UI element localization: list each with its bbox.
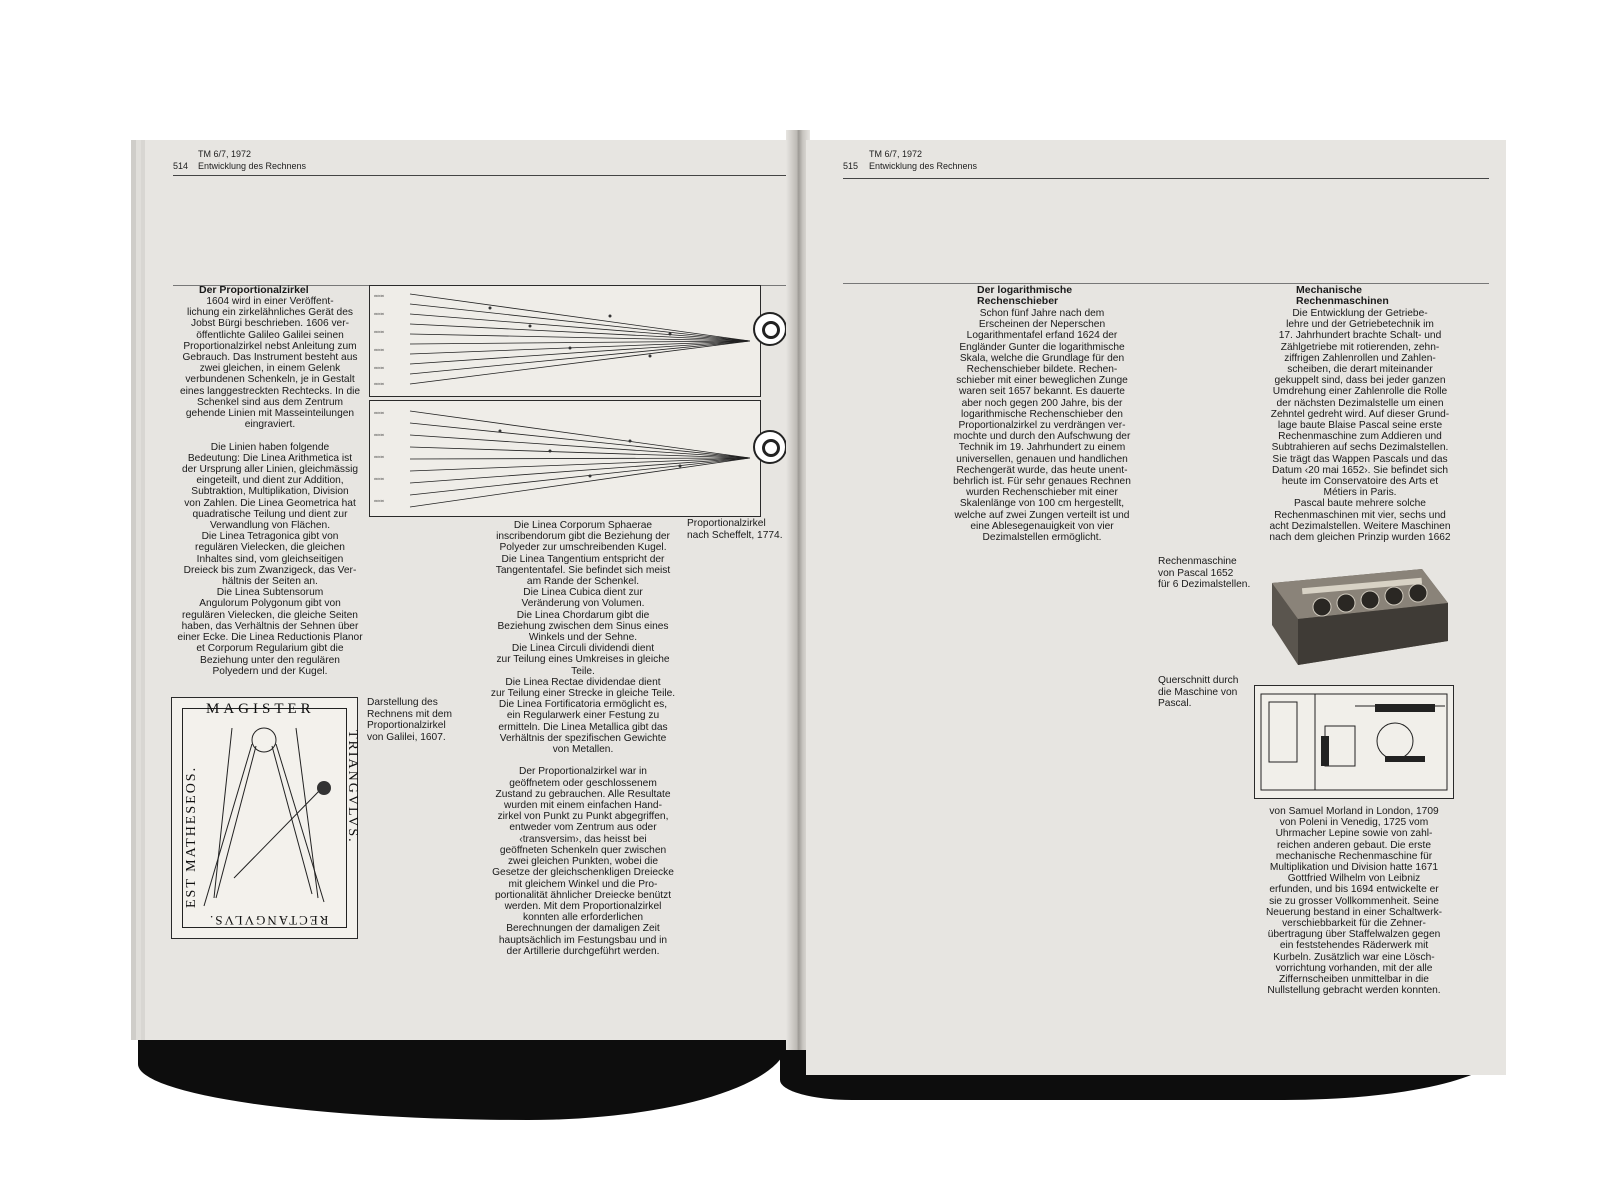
seal-text-left: EST MATHESEOS.	[184, 765, 199, 908]
left-section-title: Der Proportionalzirkel	[199, 284, 309, 296]
rosette-icon	[753, 312, 787, 346]
right-page	[806, 140, 1506, 1075]
right-header-rule	[843, 178, 1489, 179]
proportionalzirkel-scales-figure-2	[369, 400, 761, 517]
proportionalzirkel-scales-figure	[369, 285, 761, 397]
left-page	[145, 140, 801, 1040]
rechenschieber-text: Schon fünf Jahre nach dem Erscheinen der Neperschen Logarithmentafel erfand 1624 der Engländer Gunter die logarithmische Skala, welche die Grundlage für den Rechenschieber bildete. Rechen- schieber mit einer beweglichen Zunge waren seit 1657 bekannt. Es dauerte aber noch gegen 200 Jahre, bis der logarithmische Rechenschieber den Proportionalzirkel zu verdrängen ver- mochte und durch den Aufschwung der Technik im 19. Jahrhundert zu einem universellen, genauen und handlichen Rechengerät wurde, das heute unent- behrlich ist. Für sehr genaues Rechnen wurden Rechenschieber mit einer Skalenlänge von 100 cm hergestellt, welche auf zwei Zungen verteilt ist und eine Ablesegenauigkeit von vier Dezimalstellen ermöglicht.	[953, 308, 1131, 544]
svg-text:≈≈≈: ≈≈≈	[374, 382, 384, 388]
seal-text-right: TRIANGVLVS.	[345, 730, 360, 844]
right-header-issue: TM 6/7, 1972	[869, 149, 923, 159]
svg-text:≈≈≈: ≈≈≈	[374, 312, 384, 318]
right-header-title: Entwicklung des Rechnens	[869, 161, 978, 171]
rosette-icon	[753, 430, 787, 464]
section-title-rechenschieber-line-1: Der logarithmische	[977, 284, 1073, 296]
svg-text:≈≈≈: ≈≈≈	[374, 411, 384, 417]
left-header-title: Entwicklung des Rechnens	[198, 161, 307, 171]
rechenmaschinen-text-continued: von Samuel Morland in London, 1709 von Poleni in Venedig, 1725 vom Uhrmacher Lepine sowie von zahl- reichen anderen gebaut. Die erste mechanische Rechenmaschine für Multiplikation und Division hatte 1671 Gottfried Wilhelm von Leibniz erfunden, und bis 1694 entwickelte er sie zu grosser Vollkommenheit. Seine Neuerung bestand in einer Schaltwerk- verschiebbarkeit für die Zehner- übertragung über Staffelwalzen gegen ein feststehendes Räderwerk mit Kurbeln. Zusätzlich war eine Lösch- vorrichtung vorhanden, mit der alle Ziffernscheiben unmittelbar in die Nullstellung gebracht werden konnten.	[1265, 806, 1443, 997]
magazine-shadow-left	[138, 1040, 788, 1120]
caption-scheffelt: Proportionalzirkel nach Scheffelt, 1774.	[687, 518, 783, 541]
left-column-2-text: Die Linea Corporum Sphaerae inscribendorum gibt die Beziehung der Polyeder zur umschreibenden Kugel. Die Linea Tangentium entspricht der Tangententafel. Sie befindet sich meist am Rande der Schenkel. Die Linea Cubica dient zur Veränderung von Volumen. Die Linea Chordarum gibt die Beziehung zwischen dem Sinus eines Winkels und der Sehne. Die Linea Circuli dividendi dient zur Teilung eines Umkreises in gleiche Teile. Die Linea Rectae dividendae dient zur Teilung einer Strecke in gleiche Teile. Die Linea Fortificatoria ermöglicht es, ein Regularwerk einer Festung zu ermitteln. Die Linea Metallica gibt das Verhältnis der spezifischen Gewichte von Metallen. Der Proportionalzirkel war in geöffnetem oder geschlossenem Zustand zu gebrauchen. Alle Resultate wurden mit einem einfachen Hand- zirkel von Punkt zu Punkt abgegriffen, entweder vom Zentrum aus oder ‹transversim›, das heisst bei geöffneten Schenkeln quer zwischen zwei gleichen Punkten, wobei die Gesetze der gleichschenkligen Dreiecke mit gleichem Winkel und die Pro- portionalität ähnlicher Dreiecke benützt werden. Mit dem Proportionalzirkel konnten alle erforderlichen Berechnungen der damaligen Zeit hauptsächlich im Festungsbau und in der Artillerie durchgeführt werden.	[490, 520, 676, 957]
svg-text:≈≈≈: ≈≈≈	[374, 477, 384, 483]
rechenmaschinen-text: Die Entwicklung der Getriebe- lehre und der Getriebetechnik im 17. Jahrhundert brachte Schalt- und Zählgetriebe mit rotierenden, zehn- ziffrigen Zahlenrollen und Zahlen- scheiben, die derart miteinander gekuppelt sind, dass bei jeder ganzen Umdrehung einer Zahlenrolle die Rolle der nächsten Dezimalstelle um einen Zehntel gedreht wird. Auf dieser Grund- lage baute Blaise Pascal seine erste Rechenmaschine zum Addieren und Subtrahieren auf sechs Dezimalstellen. Sie trägt das Wappen Pascals und das Datum ‹20 mai 1652›. Sie befindet sich heute im Conservatoire des Arts et Métiers in Paris. Pascal baute mehrere solche Rechenmaschinen mit vier, sechs und acht Dezimalstellen. Weitere Maschinen nach dem gleichen Prinzip wurden 1662	[1269, 308, 1451, 544]
svg-text:≈≈≈: ≈≈≈	[374, 499, 384, 505]
caption-galilei: Darstellung des Rechnens mit dem Proportionalzirkel von Galilei, 1607.	[367, 697, 452, 743]
right-section-rule	[843, 283, 1489, 284]
svg-text:≈≈≈: ≈≈≈	[374, 366, 384, 372]
caption-querschnitt: Querschnitt durch die Maschine von Pascal.	[1158, 675, 1239, 709]
section-title-rechenschieber-line-2: Rechenschieber	[977, 295, 1059, 307]
svg-text:≈≈≈: ≈≈≈	[374, 455, 384, 461]
section-title-rechenmaschinen-line-2: Rechenmaschinen	[1296, 295, 1389, 307]
left-column-1-text: 1604 wird in einer Veröffent- lichung ein zirkelähnliches Gerät des Jobst Bürgi beschrieben. 1606 ver- öffentlichte Galileo Galilei seinen Proportionalzirkel nebst Anleitung zum Gebrauch. Das Instrument besteht aus zwei gleichen, in einem Gelenk verbundenen Schenkeln, je in Gestalt eines langgestreckten Rechtecks. In die Schenkel sind aus dem Zentrum gehende Linien mit Masseinteilungen eingraviert. Die Linien haben folgende Bedeutung: Die Linea Arithmetica ist der Ursprung aller Linien, gleichmässig eingeteilt, und dient zur Addition, Subtraktion, Multiplikation, Division von Zahlen. Die Linea Geometrica hat quadratische Teilung und dient zur Verwandlung von Flächen. Die Linea Tetragonica gibt von regulären Vielecken, die gleichen Inhaltes sind, vom gleichseitigen Dreieck bis zum Zwanzigeck, das Ver- hältnis der Seiten an. Die Linea Subtensorum Angulorum Polygonum gibt von regulären Vielecken, die gleiche Seiten haben, das Verhältnis der Sehnen über einer Ecke. Die Linea Reductionis Planor et Corporum Regularium gibt die Beziehung unter den regulären Polyedern und der Kugel.	[177, 296, 363, 677]
svg-text:≈≈≈: ≈≈≈	[374, 348, 384, 354]
caption-pascal: Rechenmaschine von Pascal 1652 für 6 Dezimalstellen.	[1158, 556, 1251, 590]
left-header-issue: TM 6/7, 1972	[198, 149, 252, 159]
compass-drawing	[172, 698, 357, 938]
galilei-seal-figure	[171, 697, 358, 939]
left-header-page-number: 514	[173, 161, 189, 171]
seal-text-top: MAGISTER	[206, 701, 315, 717]
svg-text:≈≈≈: ≈≈≈	[374, 294, 384, 300]
left-header-rule	[173, 175, 801, 176]
svg-text:≈≈≈: ≈≈≈	[374, 433, 384, 439]
pascaline-cross-section-figure	[1254, 685, 1454, 799]
pascaline-photo	[1262, 563, 1454, 669]
right-header-page-number: 515	[843, 161, 859, 171]
seal-text-bottom: RECTANGVLVS.	[208, 913, 329, 928]
svg-text:≈≈≈: ≈≈≈	[374, 330, 384, 336]
section-title-rechenmaschinen-line-1: Mechanische	[1296, 284, 1362, 296]
